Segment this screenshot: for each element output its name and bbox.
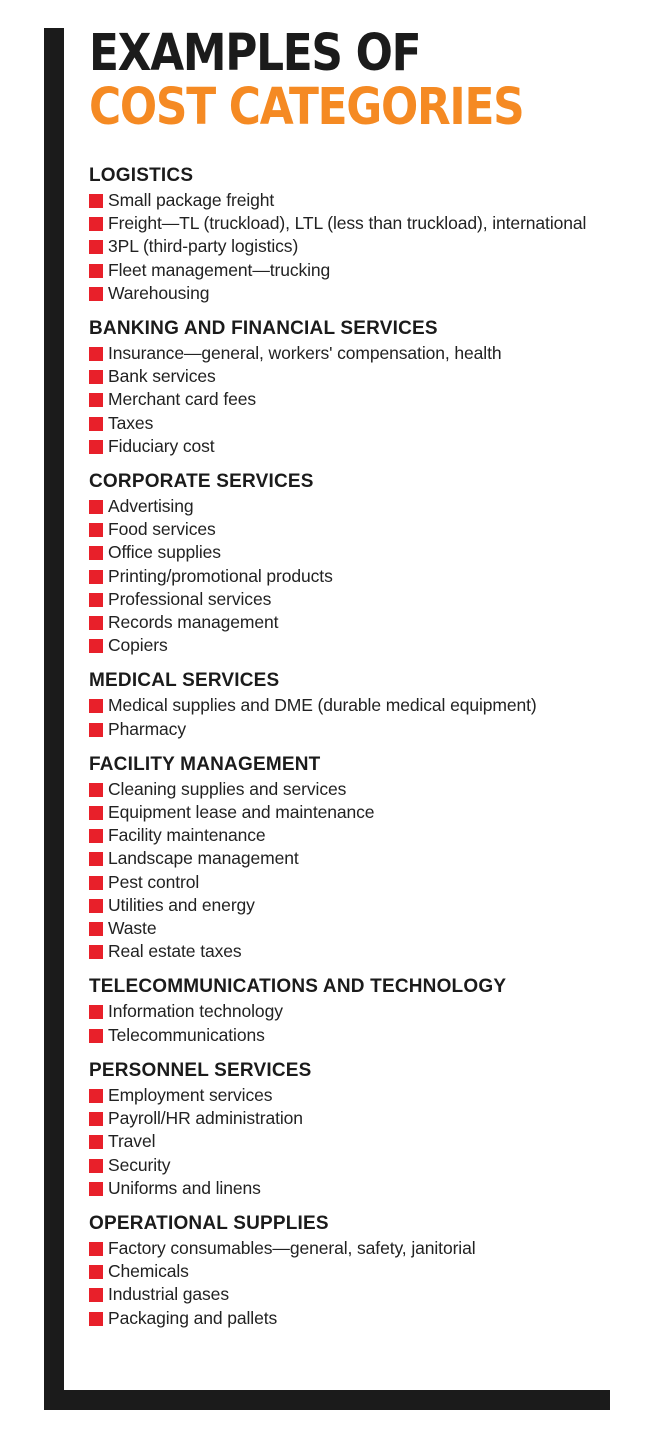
- list-item-text: Facility maintenance: [108, 825, 266, 846]
- category-section: [89, 471, 629, 657]
- square-bullet-icon: [89, 1288, 103, 1302]
- list-item: [89, 565, 629, 588]
- list-item-text: Printing/promotional products: [108, 565, 333, 586]
- list-item-text: Travel: [108, 1131, 156, 1152]
- list-item-text: Fiduciary cost: [108, 435, 215, 456]
- section-item-list: [89, 1000, 629, 1046]
- list-item-text: Information technology: [108, 1001, 283, 1022]
- square-bullet-icon: [89, 945, 103, 959]
- list-item-text: Waste: [108, 918, 157, 939]
- section-heading: BANKING AND FINANCIAL SERVICES: [89, 318, 438, 340]
- list-item: [89, 694, 629, 717]
- square-bullet-icon: [89, 570, 103, 584]
- list-item: [89, 1177, 629, 1200]
- list-item-text: Office supplies: [108, 542, 221, 563]
- list-item-text: Insurance—general, workers' compensation, health: [108, 343, 502, 364]
- square-bullet-icon: [89, 1135, 103, 1149]
- square-bullet-icon: [89, 417, 103, 431]
- section-item-list: [89, 1084, 629, 1200]
- square-bullet-icon: [89, 264, 103, 278]
- list-item-text: 3PL (third-party logistics): [108, 236, 299, 257]
- list-item-text: Small package freight: [108, 190, 275, 210]
- square-bullet-icon: [89, 593, 103, 607]
- list-item-text: Telecommunications: [108, 1024, 265, 1045]
- category-list: [89, 165, 629, 1343]
- list-item: [89, 342, 629, 365]
- list-item: [89, 940, 629, 963]
- square-bullet-icon: [89, 723, 103, 737]
- list-item: [89, 1000, 629, 1023]
- square-bullet-icon: [89, 347, 103, 361]
- list-item-text: Taxes: [108, 412, 154, 433]
- list-item: [89, 189, 629, 212]
- square-bullet-icon: [89, 287, 103, 301]
- list-item: [89, 412, 629, 435]
- section-item-list: [89, 694, 629, 740]
- list-item-text: Industrial gases: [108, 1284, 229, 1305]
- list-item-text: Pharmacy: [108, 718, 186, 739]
- list-item: [89, 495, 629, 518]
- list-item: [89, 1084, 629, 1107]
- list-item-text: Employment services: [108, 1084, 273, 1105]
- square-bullet-icon: [89, 699, 103, 713]
- list-item: [89, 917, 629, 940]
- square-bullet-icon: [89, 899, 103, 913]
- square-bullet-icon: [89, 922, 103, 936]
- list-item: [89, 518, 629, 541]
- square-bullet-icon: [89, 876, 103, 890]
- section-heading: LOGISTICS: [89, 165, 194, 186]
- list-item: [89, 1130, 629, 1153]
- square-bullet-icon: [89, 440, 103, 454]
- list-item: [89, 259, 629, 282]
- list-item-text: Freight—TL (truckload), LTL (less than truckload), international: [108, 213, 587, 234]
- square-bullet-icon: [89, 393, 103, 407]
- section-heading: FACILITY MANAGEMENT: [89, 753, 321, 775]
- list-item-text: Merchant card fees: [108, 389, 256, 410]
- list-item-text: Uniforms and linens: [108, 1177, 261, 1198]
- list-item-text: Chemicals: [108, 1261, 189, 1282]
- list-item: [89, 541, 629, 564]
- square-bullet-icon: [89, 500, 103, 514]
- square-bullet-icon: [89, 852, 103, 866]
- list-item: [89, 847, 629, 870]
- list-item-text: Medical supplies and DME (durable medical equipment): [108, 695, 537, 716]
- list-item-text: Warehousing: [108, 282, 210, 303]
- section-item-list: [89, 495, 629, 657]
- category-section: [89, 976, 629, 1046]
- square-bullet-icon: [89, 616, 103, 630]
- list-item: [89, 388, 629, 411]
- section-heading: TELECOMMUNICATIONS AND TECHNOLOGY: [89, 976, 507, 998]
- section-heading: CORPORATE SERVICES: [89, 471, 314, 493]
- title-line-2: COST CATEGORIES: [89, 78, 524, 137]
- list-item: [89, 365, 629, 388]
- list-item: [89, 235, 629, 258]
- square-bullet-icon: [89, 240, 103, 254]
- list-item: [89, 1237, 629, 1260]
- list-item: [89, 1154, 629, 1177]
- list-item-text: Cleaning supplies and services: [108, 778, 347, 799]
- list-item-text: Records management: [108, 612, 279, 633]
- list-item-text: Packaging and pallets: [108, 1307, 278, 1328]
- square-bullet-icon: [89, 829, 103, 843]
- category-section: [89, 1213, 629, 1330]
- list-item-text: Factory consumables—general, safety, janitorial: [108, 1237, 476, 1258]
- list-item: [89, 1283, 629, 1306]
- square-bullet-icon: [89, 1182, 103, 1196]
- list-item-text: Equipment lease and maintenance: [108, 802, 375, 823]
- frame-left-border: [44, 28, 64, 1410]
- square-bullet-icon: [89, 1089, 103, 1103]
- square-bullet-icon: [89, 639, 103, 653]
- list-item: [89, 212, 629, 235]
- list-item-text: Real estate taxes: [108, 941, 242, 962]
- square-bullet-icon: [89, 1312, 103, 1326]
- category-section: [89, 318, 629, 458]
- list-item: [89, 1107, 629, 1130]
- list-item: [89, 435, 629, 458]
- list-item-text: Payroll/HR administration: [108, 1108, 303, 1129]
- square-bullet-icon: [89, 546, 103, 560]
- section-item-list: [89, 342, 629, 458]
- list-item-text: Bank services: [108, 366, 216, 387]
- square-bullet-icon: [89, 806, 103, 820]
- section-item-list: [89, 778, 629, 964]
- list-item-text: Landscape management: [108, 848, 299, 869]
- category-section: [89, 1060, 629, 1200]
- list-item-text: Copiers: [108, 635, 168, 656]
- frame-bottom-border: [44, 1390, 610, 1410]
- square-bullet-icon: [89, 1029, 103, 1043]
- category-section: [89, 754, 629, 964]
- list-item: [89, 282, 629, 305]
- list-item: [89, 718, 629, 741]
- list-item-text: Pest control: [108, 871, 200, 892]
- category-section: [89, 165, 629, 305]
- section-heading: OPERATIONAL SUPPLIES: [89, 1212, 329, 1234]
- list-item: [89, 588, 629, 611]
- square-bullet-icon: [89, 1005, 103, 1019]
- list-item: [89, 778, 629, 801]
- square-bullet-icon: [89, 194, 103, 208]
- list-item-text: Security: [108, 1154, 171, 1175]
- square-bullet-icon: [89, 1265, 103, 1279]
- list-item-text: Fleet management—trucking: [108, 259, 331, 280]
- title-line-1: EXAMPLES OF: [89, 24, 421, 83]
- list-item: [89, 894, 629, 917]
- square-bullet-icon: [89, 1242, 103, 1256]
- list-item: [89, 1307, 629, 1330]
- list-item: [89, 611, 629, 634]
- list-item: [89, 801, 629, 824]
- section-item-list: [89, 189, 629, 305]
- list-item: [89, 634, 629, 657]
- list-item-text: Utilities and energy: [108, 894, 255, 915]
- section-heading: PERSONNEL SERVICES: [89, 1059, 312, 1081]
- list-item-text: Professional services: [108, 588, 272, 609]
- category-section: [89, 670, 629, 740]
- square-bullet-icon: [89, 783, 103, 797]
- square-bullet-icon: [89, 370, 103, 384]
- section-heading: MEDICAL SERVICES: [89, 670, 280, 692]
- page-title: [89, 24, 524, 137]
- square-bullet-icon: [89, 1159, 103, 1173]
- section-item-list: [89, 1237, 629, 1330]
- square-bullet-icon: [89, 1112, 103, 1126]
- square-bullet-icon: [89, 523, 103, 537]
- list-item: [89, 871, 629, 894]
- list-item: [89, 824, 629, 847]
- list-item: [89, 1260, 629, 1283]
- list-item-text: Advertising: [108, 496, 194, 517]
- list-item: [89, 1024, 629, 1047]
- list-item-text: Food services: [108, 519, 216, 540]
- square-bullet-icon: [89, 217, 103, 231]
